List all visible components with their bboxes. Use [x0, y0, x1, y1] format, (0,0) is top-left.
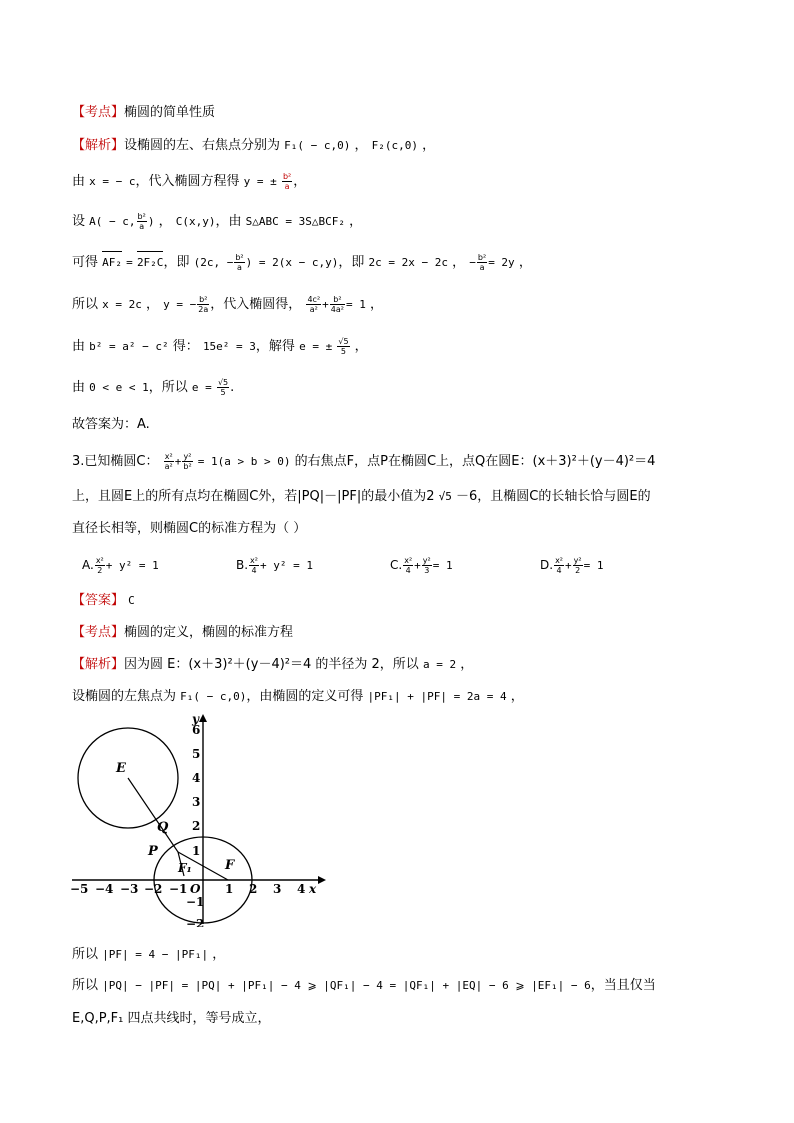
- x-tick: −2: [144, 882, 163, 896]
- math: a = 2: [422, 658, 457, 671]
- origin-label: O: [190, 882, 201, 896]
- jiexi2-line-3: 所以 |PF| = 4 − |PF₁| ，: [72, 947, 226, 962]
- text: 所以: [72, 297, 99, 312]
- jiexi-line-2: 由 x = − c，代入椭圆方程得 y = ± $\frac{\text{b²}}{a}$ ，: [72, 172, 307, 191]
- fraction-b2-2a: $\frac{\text{b²}}{2a}$: [198, 295, 209, 314]
- x-tick: −5: [70, 882, 89, 896]
- text: ，代入椭圆得，: [210, 297, 302, 312]
- fraction-b2-a: $\frac{\text{b²}}{a}$: [282, 172, 292, 191]
- y-tick: 5: [192, 747, 201, 761]
- jiexi-tag: 【解析】: [72, 657, 125, 672]
- math: + y² = 1: [260, 559, 313, 572]
- option-a[interactable]: A. $\frac{\text{x²}}{2}$ + y² = 1: [82, 556, 159, 575]
- text: ，解得: [255, 339, 295, 354]
- kaodian-tag: 【考点】: [72, 625, 125, 640]
- fraction-y2-b2: $\frac{\text{y²}}{\text{b²}}$: [183, 452, 192, 471]
- x-axis-label: x: [309, 882, 317, 896]
- answer-value: C: [128, 594, 135, 607]
- math: = 1: [345, 298, 366, 311]
- text: 由: [72, 380, 86, 395]
- x-tick: 4: [297, 882, 306, 896]
- option-c[interactable]: C. $\frac{\text{x²}}{4}$ + $\frac{\text{y²}}{3}$ = 1: [390, 556, 453, 575]
- jiexi-line-4: 可得 AF₂ = 2F₂C，即 (2c, − $\frac{\text{b²}}{a}$ ) = 2(x − c,y)，即 2c = 2x − 2c ， − $\frac{\text{b²}}{a}$ = 2y ，: [72, 253, 532, 272]
- kaodian-tag: 【考点】: [72, 105, 125, 120]
- kaodian-line-2: [72, 624, 293, 642]
- x-axis-arrow: [318, 876, 326, 884]
- math: = 1: [432, 559, 453, 572]
- math: (2c, −: [193, 256, 234, 269]
- jiexi2-line-4: [72, 977, 656, 995]
- fraction-b2-a: $\frac{\text{b²}}{a}$: [235, 253, 244, 272]
- math: e =: [191, 381, 212, 394]
- kaodian-line-1: [72, 104, 215, 122]
- y-tick: −2: [186, 917, 205, 927]
- option-label: B.: [236, 558, 249, 572]
- math: 15e² = 3: [202, 340, 256, 353]
- text: ，由: [215, 214, 242, 229]
- math: b² = a² − c²: [89, 340, 169, 353]
- fraction-4c2-a2: $\frac{\text{4c²}}{\text{a²}}$: [307, 295, 321, 314]
- text: 设椭圆的左焦点为: [72, 689, 177, 704]
- math: x = 2c: [102, 298, 142, 311]
- y-axis-arrow: [199, 714, 207, 722]
- option-label: A.: [82, 558, 94, 572]
- fraction-x2-a2: $\frac{\text{x²}}{\text{a²}}$: [164, 452, 173, 471]
- jiexi2-line-2: 设椭圆的左焦点为 F₁( − c,0)，由椭圆的定义可得 |PF₁| + |PF| = 2a = 4 ，: [72, 689, 524, 704]
- math-f2: F₂(c,0): [371, 139, 419, 152]
- vector-af2: AF₂: [102, 254, 122, 272]
- kaodian-text: 椭圆的简单性质: [124, 105, 216, 120]
- x-tick: 2: [249, 882, 258, 896]
- option-b[interactable]: B. $\frac{\text{x²}}{4}$ + y² = 1: [236, 556, 313, 575]
- ellipse-circle-graph: [68, 712, 328, 927]
- math: y = ±: [243, 175, 277, 188]
- text: 所以: [72, 978, 99, 993]
- option-label: C.: [390, 558, 403, 572]
- x-tick: 1: [225, 882, 234, 896]
- math: ) = 2(x − c,y): [245, 256, 339, 269]
- text: 得：: [172, 339, 199, 354]
- y-axis-label: y: [192, 712, 199, 726]
- text: 因为圆 E：(x＋3)²＋(y－4)²＝4 的半径为 2，所以: [124, 657, 419, 672]
- jiexi-line-5: 所以 x = 2c ， y = − $\frac{\text{b²}}{2a}$ ，代入椭圆得， $\frac{\text{4c²}}{\text{a²}}$ + $\frac{\text{b²}}{\text{4a²}}$ = 1 ，: [72, 295, 383, 314]
- y-tick: 6: [192, 723, 201, 737]
- daan-tag: 【答案】: [72, 593, 125, 608]
- text: 上，且圆E上的所有点均在椭圆C外，若|PQ|－|PF|的最小值为2: [72, 489, 435, 504]
- question-number: 3.已知椭圆C：: [72, 454, 159, 469]
- math: y = −: [163, 298, 197, 311]
- fraction-sqrt5-5: $\frac{√5}{5}$: [217, 378, 229, 397]
- x-tick: −1: [169, 882, 188, 896]
- text: 设: [72, 214, 86, 229]
- option-d[interactable]: D. $\frac{\text{x²}}{4}$ + $\frac{\text{y²}}{2}$ = 1: [540, 556, 604, 575]
- text: 由: [72, 339, 86, 354]
- math: |PF| = 4 − |PF₁|: [102, 948, 209, 961]
- text: ，当且仅当: [590, 978, 656, 993]
- jiexi-line-6: 由 b² = a² − c² 得： 15e² = 3，解得 e = ± $\frac{√5}{5}$ ，: [72, 337, 368, 356]
- x-tick: 3: [273, 882, 282, 896]
- text: ，代入椭圆方程得: [135, 174, 240, 189]
- jiexi2-line-5: E,Q,P,F₁ 四点共线时，等号成立，: [72, 1011, 271, 1026]
- text: ，由椭圆的定义可得: [246, 689, 364, 704]
- text: 所以: [72, 947, 99, 962]
- kaodian-text: 椭圆的定义，椭圆的标准方程: [124, 625, 294, 640]
- fraction-b2-a: $\frac{\text{b²}}{a}$: [477, 253, 487, 272]
- math: e = ±: [299, 340, 333, 353]
- jiexi-line-3: 设 A( − c, $\frac{\text{b²}}{a}$ ) ， C(x,y)，由 S△ABC = 3S△BCF₂ ，: [72, 212, 363, 231]
- jiexi-tag: 【解析】: [72, 138, 125, 153]
- text: ，即: [163, 255, 190, 270]
- text: 由: [72, 174, 86, 189]
- text: 的右焦点F，点P在椭圆C上，点Q在圆E：(x＋3)²＋(y－4)²＝4: [294, 454, 656, 469]
- math: = 1(a > b > 0): [197, 455, 291, 468]
- y-tick: 2: [192, 819, 201, 833]
- math: + y² = 1: [105, 559, 159, 572]
- question-3-line-2: 上，且圆E上的所有点均在椭圆C外，若|PQ|－|PF|的最小值为2 √5 －6，且椭圆C的长轴长恰与圆E的: [72, 489, 651, 504]
- fraction-b2-a: $\frac{\text{b²}}{a}$: [137, 212, 146, 231]
- math: |PF₁| + |PF| = 2a = 4: [367, 690, 507, 703]
- jiexi2-line-1: 【解析】因为圆 E：(x＋3)²＋(y－4)²＝4 的半径为 2，所以 a = 2 ，: [72, 657, 474, 672]
- option-label: D.: [540, 558, 554, 572]
- text: －6，且椭圆C的长轴长恰与圆E的: [456, 489, 651, 504]
- jiexi-text: 设椭圆的左、右焦点分别为: [124, 138, 281, 153]
- math: |PQ| − |PF| = |PQ| + |PF₁| − 4 ⩾ |QF₁| − 4 = |QF₁| + |EQ| − 6 ⩾ |EF₁| − 6: [102, 979, 591, 992]
- question-3-line-1: 3.已知椭圆C： $\frac{\text{x²}}{\text{a²}}$ + $\frac{\text{y²}}{\text{b²}}$ = 1(a > b > 0) 的右焦点F，点P在椭圆C上，点Q在圆E：(x＋3)²＋(y－4)²＝4: [72, 452, 656, 471]
- jiexi-line-7: 由 0 < e < 1，所以 e = $\frac{√5}{5}$ .: [72, 378, 235, 397]
- y-tick: 3: [192, 795, 201, 809]
- y-tick: 1: [192, 844, 201, 858]
- answer-line: 故答案为：A.: [72, 417, 150, 432]
- text: ，所以: [148, 380, 188, 395]
- math: 0 < e < 1: [89, 381, 149, 394]
- text: 可得: [72, 255, 99, 270]
- question-3-line-3: 直径长相等，则椭圆C的标准方程为（ ）: [72, 521, 307, 536]
- math-point-c: C(x,y): [175, 215, 216, 228]
- math-f1: F₁( − c,0): [284, 139, 351, 152]
- math-area: S△ABC = 3S△BCF₂: [245, 215, 345, 228]
- daan-line: [72, 592, 135, 610]
- math-point-a: A( − c,: [89, 215, 136, 228]
- math: x = − c: [89, 175, 136, 188]
- math: F₁( − c,0): [180, 690, 247, 703]
- text: ，即: [338, 255, 365, 270]
- math: 2c = 2x − 2c: [368, 256, 448, 269]
- x-tick: −4: [95, 882, 114, 896]
- point-p-label: P: [148, 844, 158, 859]
- x-tick: −3: [120, 882, 139, 896]
- jiexi-line-1: 【解析】设椭圆的左、右焦点分别为 F₁( − c,0) ， F₂(c,0) ，: [72, 138, 436, 153]
- point-f1-label: F₁: [178, 861, 192, 875]
- math: = 1: [583, 559, 604, 572]
- y-tick: −1: [186, 895, 205, 909]
- fraction-b2-4a2: $\frac{\text{b²}}{\text{4a²}}$: [330, 295, 344, 314]
- point-q-label: Q: [157, 820, 169, 835]
- math: = 2y: [488, 256, 515, 269]
- y-tick: 4: [192, 771, 201, 785]
- vector-2f2c: 2F₂C: [137, 254, 164, 272]
- point-e-label: E: [116, 761, 126, 776]
- fraction-sqrt5-5: $\frac{√5}{5}$: [338, 337, 349, 356]
- point-f-label: F: [225, 858, 235, 873]
